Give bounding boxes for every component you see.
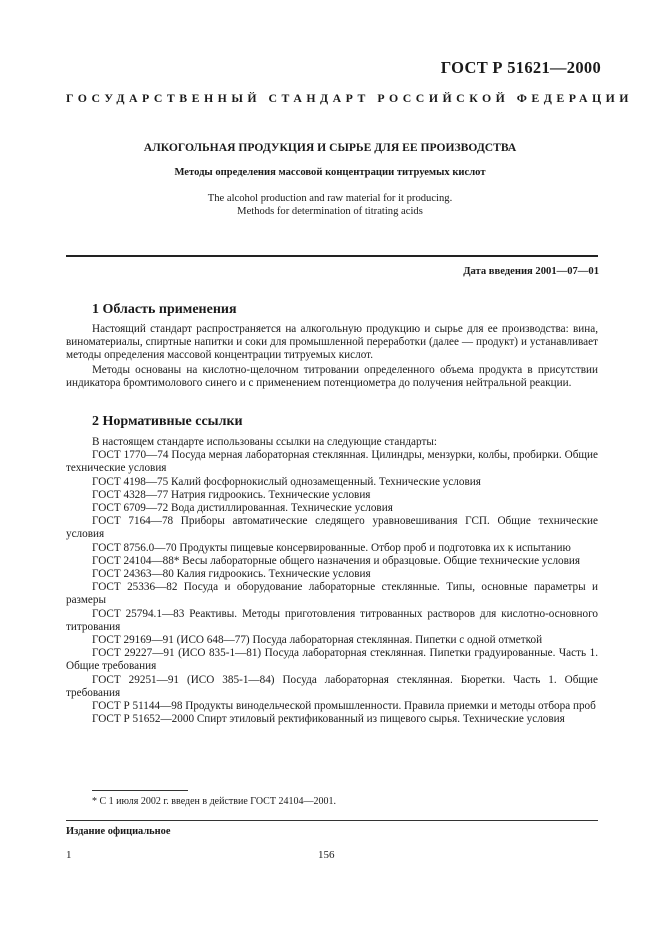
footer-divider [66, 820, 598, 821]
list-item: ГОСТ 1770—74 Посуда мерная лабораторная стеклянная. Цилиндры, мензурки, колбы, пробирки. Общие технические условия [66, 449, 598, 475]
list-item: ГОСТ 25794.1—83 Реактивы. Методы приготовления титрованных растворов для кислотно-основного титрования [66, 607, 598, 633]
list-item: ГОСТ 24363—80 Калия гидроокись. Технические условия [92, 568, 371, 581]
page-number: 156 [318, 849, 335, 861]
list-item: ГОСТ 4198—75 Калий фосфорнокислый однозамещенный. Технические условия [92, 475, 481, 488]
english-title-line-1: The alcohol production and raw material for it producing. [207, 193, 453, 204]
list-item: ГОСТ 24104—88* Весы лабораторные общего назначения и образцовые. Общие технические условия [92, 554, 581, 567]
introduction-date: Дата введения 2001—07—01 [463, 266, 599, 277]
footnote-divider [92, 790, 188, 791]
section-1-paragraph-2: Методы основаны на кислотно-щелочном титровании определенного объема продукта в присутствии индикатора бромтимолового синего и с применением потенциометра до получения нейтральной реакции. [66, 364, 598, 390]
list-item: ГОСТ 4328—77 Натрия гидроокись. Технические условия [92, 488, 371, 501]
list-item: В настоящем стандарте использованы ссылки на следующие стандарты: [92, 436, 437, 448]
state-standard-banner: ГОСУДАРСТВЕННЫЙ СТАНДАРТ РОССИЙСКОЙ ФЕДЕРАЦИИ [66, 91, 633, 105]
document-subtitle: Методы определения массовой концентрации титруемых кислот [174, 167, 486, 178]
list-item: ГОСТ 8756.0—70 Продукты пищевые консервированные. Отбор проб и подготовка их к испытанию [92, 541, 571, 554]
list-item: ГОСТ Р 51144—98 Продукты винодельческой промышленности. Правила приемки и методы отбора проб [92, 700, 596, 713]
header-divider [66, 255, 598, 257]
list-item: ГОСТ 29251—91 (ИСО 385-1—84) Посуда лабораторная стеклянная. Бюретки. Часть 1. Общие требования [66, 673, 598, 699]
list-item: ГОСТ Р 51652—2000 Спирт этиловый ректификованный из пищевого сырья. Технические условия [92, 713, 565, 726]
section-2-heading: 2 Нормативные ссылки [92, 414, 243, 429]
edition-label: Издание официальное [66, 826, 171, 837]
list-item: ГОСТ 7164—78 Приборы автоматические следящего уравновешивания ГСП. Общие технические условия [66, 515, 598, 541]
list-item: ГОСТ 29169—91 (ИСО 648—77) Посуда лабораторная стеклянная. Пипетки с одной отметкой [92, 634, 543, 647]
document-title: АЛКОГОЛЬНАЯ ПРОДУКЦИЯ И СЫРЬЕ ДЛЯ ЕЕ ПРОИЗВОДСТВА [143, 141, 517, 154]
edition-number: 1 [66, 849, 72, 861]
list-item: ГОСТ 6709—72 Вода дистиллированная. Технические условия [92, 502, 393, 515]
footnote: * С 1 июля 2002 г. введен в действие ГОСТ 24104—2001. [92, 796, 336, 807]
list-item: ГОСТ 25336—82 Посуда и оборудование лабораторные стеклянные. Типы, основные параметры и размеры [66, 581, 598, 607]
section-1-paragraph-1: Настоящий стандарт распространяется на алкогольную продукцию и сырье для ее производства: вина, виноматериалы, спиртные напитки и соки для промышленной переработки (далее — продукт) и устанавливает методы определения массовой концентрации титруемых кислот. [66, 323, 598, 362]
english-title-line-2: Methods for determination of titrating acids [237, 206, 423, 217]
list-item: ГОСТ 29227—91 (ИСО 835-1—81) Посуда лабораторная стеклянная. Пипетки градуированные. Часть 1. Общие требования [66, 647, 598, 673]
gost-code: ГОСТ Р 51621—2000 [440, 58, 601, 77]
section-1-heading: 1 Область применения [92, 302, 237, 317]
normative-references-list [66, 436, 598, 726]
